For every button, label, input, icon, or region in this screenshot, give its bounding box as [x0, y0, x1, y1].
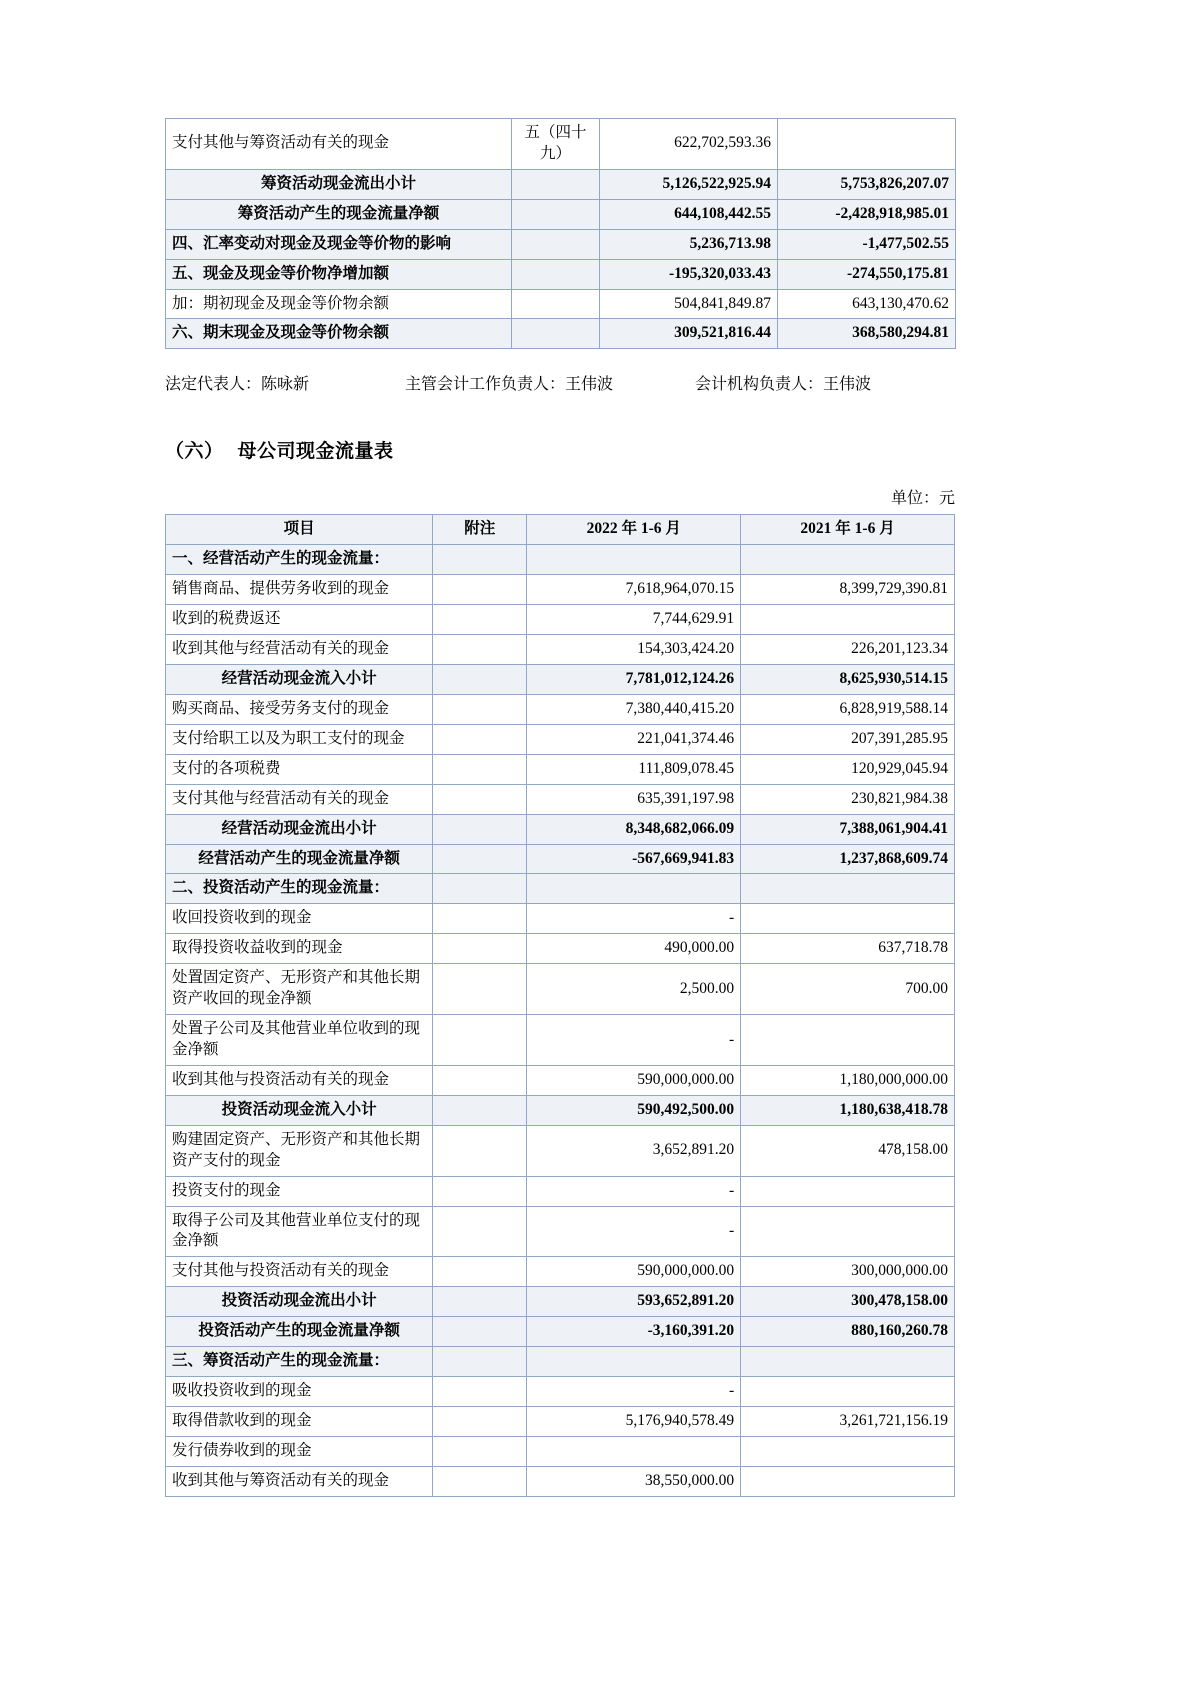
- row-year2: 8,399,729,390.81: [741, 575, 955, 605]
- row-note: [512, 199, 600, 229]
- row-note: [433, 635, 527, 665]
- row-year1: 590,492,500.00: [527, 1095, 741, 1125]
- table-row: [166, 1125, 955, 1176]
- row-year2: 120,929,045.94: [741, 754, 955, 784]
- row-note: [433, 964, 527, 1015]
- table-row: [166, 1287, 955, 1317]
- row-item: 支付其他与经营活动有关的现金: [166, 784, 433, 814]
- row-note: 五（四十九）: [512, 119, 600, 170]
- table-row: [166, 635, 955, 665]
- row-item: 投资活动产生的现金流量净额: [166, 1317, 433, 1347]
- table-row: [166, 259, 956, 289]
- table-row: [166, 1257, 955, 1287]
- row-item: 处置子公司及其他营业单位收到的现金净额: [166, 1015, 433, 1066]
- row-item: 支付其他与投资活动有关的现金: [166, 1257, 433, 1287]
- table-row: [166, 1347, 955, 1377]
- table-row: [166, 754, 955, 784]
- row-note: [433, 605, 527, 635]
- row-item: 支付的各项税费: [166, 754, 433, 784]
- row-year2: [741, 1377, 955, 1407]
- row-year1: -567,669,941.83: [527, 844, 741, 874]
- row-year2: 1,180,638,418.78: [741, 1095, 955, 1125]
- table-row: [166, 119, 956, 170]
- row-note: [433, 1065, 527, 1095]
- row-item: 三、筹资活动产生的现金流量：: [166, 1347, 433, 1377]
- row-year2: 1,237,868,609.74: [741, 844, 955, 874]
- table-row: [166, 1317, 955, 1347]
- row-year2: 637,718.78: [741, 934, 955, 964]
- page-content: [165, 118, 955, 1497]
- header-note: 附注: [433, 515, 527, 545]
- row-item: 购买商品、接受劳务支付的现金: [166, 694, 433, 724]
- row-year1: 309,521,816.44: [600, 319, 778, 349]
- row-note: [433, 754, 527, 784]
- row-year2: [741, 874, 955, 904]
- table-row: [166, 1466, 955, 1496]
- row-item: 五、现金及现金等价物净增加额: [166, 259, 512, 289]
- table-row: [166, 1176, 955, 1206]
- row-item: 销售商品、提供劳务收到的现金: [166, 575, 433, 605]
- row-item: 一、经营活动产生的现金流量：: [166, 545, 433, 575]
- row-year1: 590,000,000.00: [527, 1257, 741, 1287]
- row-year1: 38,550,000.00: [527, 1466, 741, 1496]
- row-year2: 300,478,158.00: [741, 1287, 955, 1317]
- row-note: [433, 1176, 527, 1206]
- row-year1: 5,126,522,925.94: [600, 169, 778, 199]
- row-note: [433, 1377, 527, 1407]
- row-item: 二、投资活动产生的现金流量：: [166, 874, 433, 904]
- row-year2: -274,550,175.81: [778, 259, 956, 289]
- row-item: 筹资活动现金流出小计: [166, 169, 512, 199]
- accounting-head: 主管会计工作负责人：王伟波: [405, 376, 614, 394]
- row-year2: [741, 545, 955, 575]
- main-table-body: [166, 515, 955, 1496]
- row-year2: 5,753,826,207.07: [778, 169, 956, 199]
- row-item: 处置固定资产、无形资产和其他长期资产收回的现金净额: [166, 964, 433, 1015]
- row-note: [433, 1095, 527, 1125]
- table-row: [166, 1065, 955, 1095]
- row-year1: 504,841,849.87: [600, 289, 778, 319]
- row-item: 筹资活动产生的现金流量净额: [166, 199, 512, 229]
- row-item: 吸收投资收到的现金: [166, 1377, 433, 1407]
- row-year2: 300,000,000.00: [741, 1257, 955, 1287]
- row-year1: [527, 1347, 741, 1377]
- table-row: [166, 229, 956, 259]
- row-year1: 111,809,078.45: [527, 754, 741, 784]
- row-note: [512, 319, 600, 349]
- row-year2: 3,261,721,156.19: [741, 1406, 955, 1436]
- header-year2: 2021 年 1-6 月: [741, 515, 955, 545]
- row-item: 取得借款收到的现金: [166, 1406, 433, 1436]
- row-note: [433, 664, 527, 694]
- table-row: [166, 964, 955, 1015]
- row-item: 投资支付的现金: [166, 1176, 433, 1206]
- row-item: 收到其他与筹资活动有关的现金: [166, 1466, 433, 1496]
- row-note: [433, 1125, 527, 1176]
- row-item: 取得投资收益收到的现金: [166, 934, 433, 964]
- row-year2: 880,160,260.78: [741, 1317, 955, 1347]
- table-row: [166, 874, 955, 904]
- top-table-body: [166, 119, 956, 349]
- row-year1: 5,236,713.98: [600, 229, 778, 259]
- row-year1: -: [527, 1176, 741, 1206]
- row-item: 取得子公司及其他营业单位支付的现金净额: [166, 1206, 433, 1257]
- table-header-row: [166, 515, 955, 545]
- row-year2: 700.00: [741, 964, 955, 1015]
- row-year1: -: [527, 1206, 741, 1257]
- table-row: [166, 319, 956, 349]
- table-row: [166, 1406, 955, 1436]
- row-year2: 368,580,294.81: [778, 319, 956, 349]
- table-row: [166, 784, 955, 814]
- row-note: [433, 575, 527, 605]
- row-year2: 8,625,930,514.15: [741, 664, 955, 694]
- row-item: 经营活动现金流入小计: [166, 664, 433, 694]
- unit-label: 单位：元: [890, 490, 955, 508]
- row-year2: 207,391,285.95: [741, 724, 955, 754]
- row-year1: 635,391,197.98: [527, 784, 741, 814]
- section-title-text: 母公司现金流量表: [237, 441, 394, 463]
- row-year1: [527, 874, 741, 904]
- row-item: 投资活动现金流出小计: [166, 1287, 433, 1317]
- row-year1: 590,000,000.00: [527, 1065, 741, 1095]
- row-item: 收到其他与投资活动有关的现金: [166, 1065, 433, 1095]
- row-year2: [741, 1015, 955, 1066]
- row-year1: -: [527, 1015, 741, 1066]
- table-row: [166, 545, 955, 575]
- row-year2: 7,388,061,904.41: [741, 814, 955, 844]
- legal-representative: 法定代表人：陈咏新: [165, 376, 310, 394]
- row-year1: 7,380,440,415.20: [527, 694, 741, 724]
- section-heading: [165, 436, 955, 463]
- row-note: [433, 904, 527, 934]
- row-year1: -: [527, 904, 741, 934]
- row-note: [433, 1406, 527, 1436]
- table-row: [166, 605, 955, 635]
- row-item: 支付给职工以及为职工支付的现金: [166, 724, 433, 754]
- row-item: 支付其他与筹资活动有关的现金: [166, 119, 512, 170]
- table-row: [166, 904, 955, 934]
- row-year1: [527, 1436, 741, 1466]
- table-row: [166, 1095, 955, 1125]
- row-note: [433, 1287, 527, 1317]
- row-year1: 490,000.00: [527, 934, 741, 964]
- table-row: [166, 169, 956, 199]
- table-row: [166, 199, 956, 229]
- row-item: 加：期初现金及现金等价物余额: [166, 289, 512, 319]
- parent-company-cashflow-table: [165, 514, 955, 1496]
- row-year1: 3,652,891.20: [527, 1125, 741, 1176]
- table-row: [166, 1206, 955, 1257]
- row-year2: [741, 1466, 955, 1496]
- row-year2: 478,158.00: [741, 1125, 955, 1176]
- row-note: [512, 259, 600, 289]
- row-note: [433, 694, 527, 724]
- table-row: [166, 1436, 955, 1466]
- row-year1: -3,160,391.20: [527, 1317, 741, 1347]
- row-item: 四、汇率变动对现金及现金等价物的影响: [166, 229, 512, 259]
- row-year2: 1,180,000,000.00: [741, 1065, 955, 1095]
- row-item: 经营活动现金流出小计: [166, 814, 433, 844]
- row-note: [512, 229, 600, 259]
- header-year1: 2022 年 1-6 月: [527, 515, 741, 545]
- row-year2: [741, 1436, 955, 1466]
- row-year1: 2,500.00: [527, 964, 741, 1015]
- row-note: [433, 844, 527, 874]
- row-note: [512, 289, 600, 319]
- row-year2: 226,201,123.34: [741, 635, 955, 665]
- row-year2: 230,821,984.38: [741, 784, 955, 814]
- row-note: [433, 934, 527, 964]
- row-year1: 5,176,940,578.49: [527, 1406, 741, 1436]
- row-year1: -: [527, 1377, 741, 1407]
- row-item: 发行债券收到的现金: [166, 1436, 433, 1466]
- table-row: [166, 575, 955, 605]
- header-item: 项目: [166, 515, 433, 545]
- table-row: [166, 934, 955, 964]
- row-year1: 7,618,964,070.15: [527, 575, 741, 605]
- row-year2: 643,130,470.62: [778, 289, 956, 319]
- table-row: [166, 1015, 955, 1066]
- table-row: [166, 1377, 955, 1407]
- row-item: 经营活动产生的现金流量净额: [166, 844, 433, 874]
- table-row: [166, 289, 956, 319]
- row-note: [433, 545, 527, 575]
- row-year2: [741, 1176, 955, 1206]
- row-year1: [527, 545, 741, 575]
- row-note: [433, 1436, 527, 1466]
- row-note: [433, 1317, 527, 1347]
- row-year2: 6,828,919,588.14: [741, 694, 955, 724]
- row-note: [433, 784, 527, 814]
- consolidated-cashflow-table-continued: [165, 118, 956, 349]
- row-year1: -195,320,033.43: [600, 259, 778, 289]
- table-row: [166, 844, 955, 874]
- table-row: [166, 694, 955, 724]
- row-note: [433, 724, 527, 754]
- row-year1: 221,041,374.46: [527, 724, 741, 754]
- row-item: 收回投资收到的现金: [166, 904, 433, 934]
- row-year2: -2,428,918,985.01: [778, 199, 956, 229]
- signature-line: [165, 371, 955, 394]
- row-note: [433, 1015, 527, 1066]
- accounting-organization-head: 会计机构负责人：王伟波: [695, 376, 872, 394]
- row-item: 购建固定资产、无形资产和其他长期资产支付的现金: [166, 1125, 433, 1176]
- row-year2: -1,477,502.55: [778, 229, 956, 259]
- row-note: [512, 169, 600, 199]
- row-note: [433, 1347, 527, 1377]
- row-year1: 7,744,629.91: [527, 605, 741, 635]
- row-item: 六、期末现金及现金等价物余额: [166, 319, 512, 349]
- row-item: 收到其他与经营活动有关的现金: [166, 635, 433, 665]
- row-note: [433, 1257, 527, 1287]
- row-note: [433, 1206, 527, 1257]
- row-note: [433, 814, 527, 844]
- table-row: [166, 724, 955, 754]
- row-note: [433, 874, 527, 904]
- table-row: [166, 664, 955, 694]
- row-year1: 622,702,593.36: [600, 119, 778, 170]
- row-year2: [778, 119, 956, 170]
- row-year1: 7,781,012,124.26: [527, 664, 741, 694]
- row-year2: [741, 605, 955, 635]
- section-number: （六）: [165, 441, 224, 463]
- row-year2: [741, 1206, 955, 1257]
- table-row: [166, 814, 955, 844]
- row-year1: 644,108,442.55: [600, 199, 778, 229]
- row-year1: 593,652,891.20: [527, 1287, 741, 1317]
- row-year1: 154,303,424.20: [527, 635, 741, 665]
- row-year1: 8,348,682,066.09: [527, 814, 741, 844]
- row-note: [433, 1466, 527, 1496]
- row-year2: [741, 904, 955, 934]
- row-year2: [741, 1347, 955, 1377]
- row-item: 收到的税费返还: [166, 605, 433, 635]
- row-item: 投资活动现金流入小计: [166, 1095, 433, 1125]
